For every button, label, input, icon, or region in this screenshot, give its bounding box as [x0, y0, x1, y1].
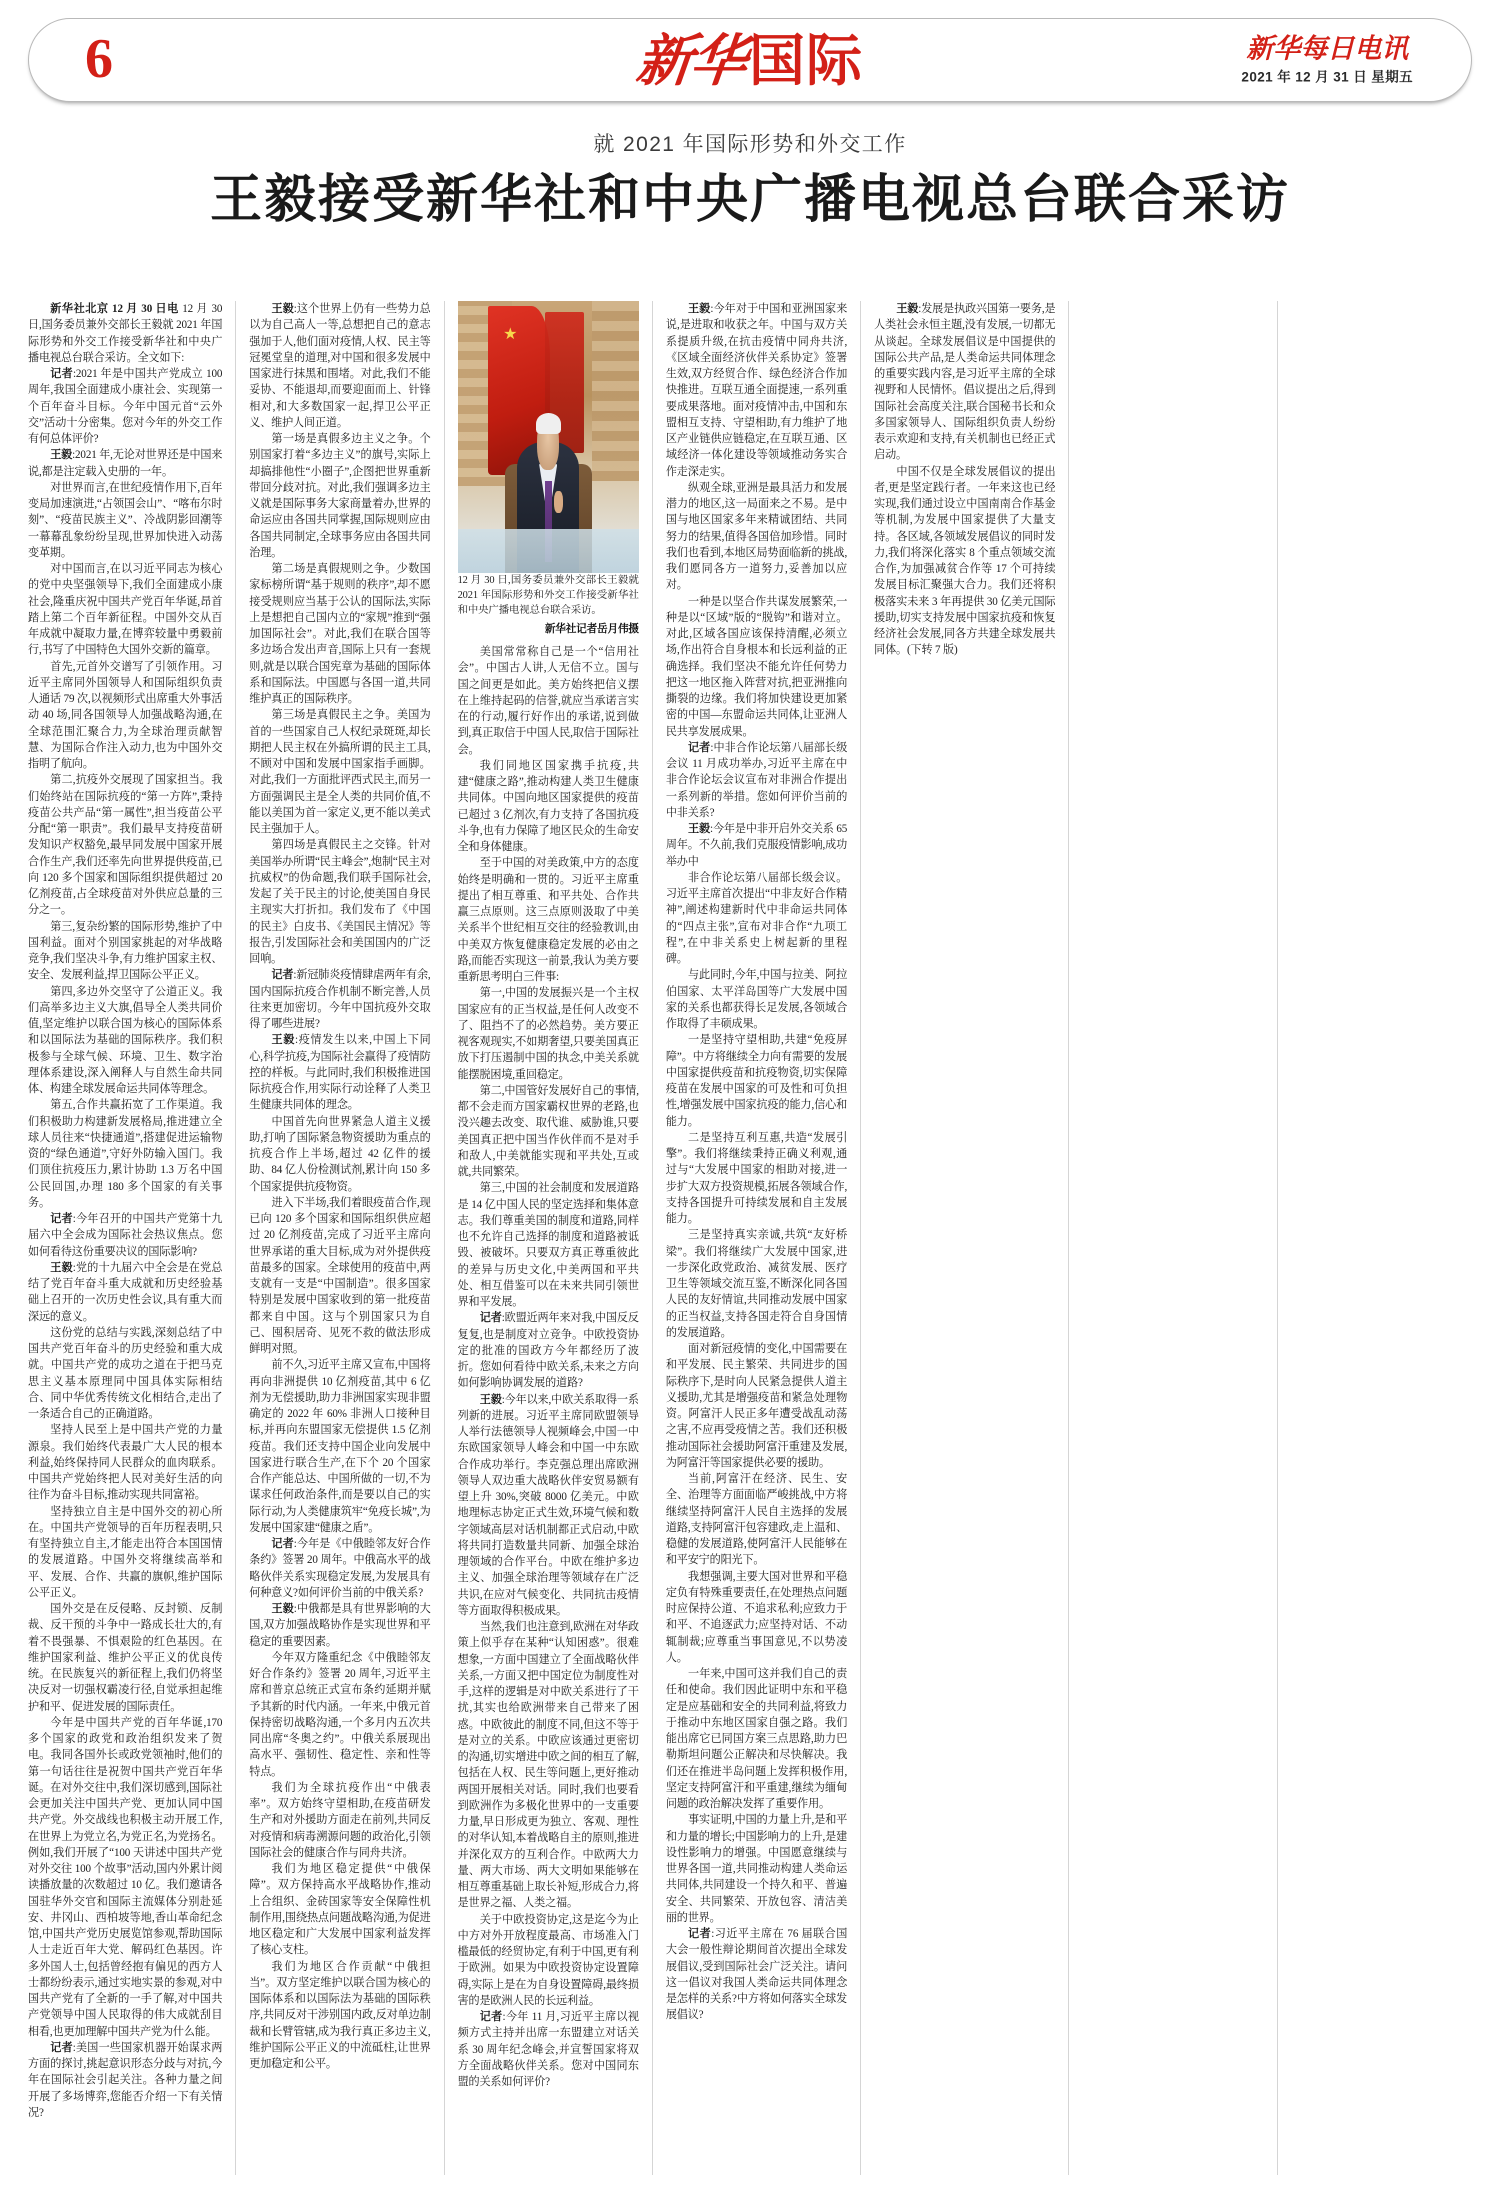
- text-column-2: [235, 301, 430, 2175]
- paragraph-lead: 王毅: [479, 1393, 502, 1406]
- article-paragraph: 王毅:今年以来,中欧关系取得一系列新的进展。习近平主席同欧盟领导人举行法德领导人视频峰会,中国一中东欧国家领导人峰会和中国一中东欧合作成功举行。李克强总理出席欧洲领导人双边重大战略伙伴安贸易额有望上升 30%,突破 8000 亿美元。中欧地理标志协定正式生效,环境气候和数字领域高层对话机制都正式启动,中欧将共同打造数量共同新、加强全球治理领域的合作平台。中欧在维护多边主义、加强全球治理等领域存在广泛共识,在应对气候变化、共同抗击疫情等方面取得积极成果。: [457, 1393, 639, 1617]
- article-paragraph: 我们为地区合作贡献“中俄担当”。双方坚定维护以联合国为核心的国际体系和以国际法为基础的国际秩序,共同反对干涉别国内政,反对单边制裁和长臂管辖,成为我行真正多边主义,维护国际公平正义的中流砥柱,让世界更加稳定和公平。: [249, 1960, 431, 2070]
- article-paragraph: 王毅:今年是中非开启外交关系 65 周年。不久前,我们克服疫情影响,成功举办中: [665, 823, 848, 868]
- article-paragraph: 一是坚持守望相助,共建“免疫屏障”。中方将继续全力向有需要的发展中国家提供疫苗和抗疫物资,切实保障疫苗在发展中国家的可及性和可负担性,增强发展中国家抗疫的能力,信心和能力。: [665, 1034, 848, 1128]
- paragraph-lead: 记者: [271, 969, 294, 982]
- text-column-4: [652, 301, 847, 2175]
- article-paragraph: 首先,元首外交谱写了引领作用。习近平主席同外国领导人和国际组织负责人通话 79 次,以视频形式出席重大外事活动 40 场,同各国领导人加强战略沟通,在全球范围汇聚合力,为全球治理贡献智慧、为国际合作注入动力,也为中国外交指明了航向。: [28, 660, 223, 770]
- article-paragraph: 新华社北京 12 月 30 日电 12 月 30 日,国务委员兼外交部长王毅就 2021 年国际形势和外交工作接受新华社和中央广播电视总台联合采访。全文如下:: [28, 303, 223, 364]
- article-paragraph: 我想强调,主要大国对世界和平稳定负有特殊重要责任,在处理热点问题时应保持公道、不追求私利;应致力于和平、不追逐武力;应坚持对话、不动辄制裁;应尊重当事国意见,不以势凌人。: [665, 1570, 848, 1664]
- interview-photo: [458, 301, 639, 573]
- paragraph-lead: 王毅: [271, 303, 294, 315]
- paragraph-lead: 记者: [50, 2041, 73, 2054]
- article-paragraph: 进入下半场,我们着眼疫苗合作,现已向 120 多个国家和国际组织供应超过 20 亿剂疫苗,完成了习近平主席向世界承诺的重大目标,成为对外提供疫苗最多的国家。全球使用的疫苗中,两支就有一支是“中国制造”。很多国家特别是发展中国家收到的第一批疫苗都来自中国。这与个别国家只为自己、囤积居奇、见死不救的做法形成鲜明对照。: [249, 1196, 431, 1355]
- article-paragraph: 第一场是真假多边主义之争。个别国家打着“多边主义”的旗号,实际上却搞排他性“小圈子”,企图把世界重新带回分歧对抗。对此,我们强调多边主义就是国际事务大家商量着办,世界的命运应由各国共同掌握,国际规则应由各国共同制定,全球事务应由各国共同治理。: [249, 433, 431, 559]
- article-paragraph: 事实证明,中国的力量上升,是和平和力量的增长;中国影响力的上升,是建设性影响力的增强。中国愿意继续与世界各国一道,共同推动构建人类命运共同体,共同建设一个持久和平、普遍安全、共同繁荣、开放包容、清洁美丽的世界。: [665, 1814, 848, 1924]
- article-paragraph: 记者:欧盟近两年来对我,中国反反复复,也是制度对立竞争。中欧投资协定的批准的国政方今年都经历了波折。您如何看待中欧关系,未来之方向如何影响协调发展的道路?: [457, 1312, 639, 1390]
- section-logo-xinhua: 新华: [633, 30, 748, 93]
- text-column-5: [860, 301, 1055, 2175]
- article-paragraph: 至于中国的对美政策,中方的态度始终是明确和一贯的。习近平主席重提出了相互尊重、和平共处、合作共赢三点原则。这三点原则汲取了中美关系半个世纪相互交往的经验教训,由中美双方恢复健康稳定发展的必由之路,而能否实现这一前景,我认为美方要重新思考明白三件事:: [457, 857, 639, 984]
- text-column-3: [444, 301, 639, 2175]
- text-column-1: [28, 301, 222, 2175]
- photo-byline: 新华社记者岳月伟摄: [544, 623, 639, 635]
- article-paragraph: 记者:今年召开的中国共产党第十九届六中全会成为国际社会热议焦点。您如何看待这份重要决议的国际影响?: [28, 1213, 223, 1258]
- article-paragraph: 第一,中国的发展振兴是一个主权国家应有的正当权益,是任何人改变不了、阻挡不了的必然趋势。美方要正视客观现实,不如期奢望,只要美国真正放下打压遏制中国的执念,中美关系就能摆脱困境,重回稳定。: [457, 987, 639, 1081]
- article-paragraph: 记者:2021 年是中国共产党成立 100 周年,我国全面建成小康社会、实现第一个百年奋斗目标。今年中国元首“云外交”活动十分密集。您对今年的外交工作有何总体评价?: [28, 368, 223, 445]
- section-logo: [633, 17, 863, 97]
- paragraph-lead: 王毅: [688, 303, 711, 315]
- article-paragraph: 记者:新冠肺炎疫情肆虐两年有余,国内国际抗疫合作机制不断完善,人员往来更加密切。今年中国抗疫外交取得了哪些进展?: [249, 969, 431, 1030]
- article-paragraph: 我们同地区国家携手抗疫,共建“健康之路”,推动构建人类卫生健康共同体。中国向地区国家提供的疫苗已超过 3 亿剂次,有力支持了各国抗疫斗争,也有力保障了地区民众的生命安全和身体健康。: [457, 759, 639, 854]
- article-body: [28, 301, 1472, 2175]
- article-paragraph: 与此同时,今年,中国与拉美、阿拉伯国家、太平洋岛国等广大发展中国家的关系也都获得长足发展,各领域合作取得了丰硕成果。: [665, 969, 848, 1030]
- article-paragraph: 中国不仅是全球发展倡议的提出者,更是坚定践行者。一年来这也已经实现,我们通过设立中国南南合作基金等机制,为发展中国家提供了大量支持。各区域,各领域发展倡议的同时发力,我们将深化落实 8 个重点领域交流合作,为加强减贫合作等 17 个可持续发展目标汇聚强大合力。我们还将积极落实未来 3 年再提供 30 亿美元国际援助,切实支持发展中国家抗疫和恢复经济社会发展,同各方共建全球发展共同体。(下转 7 版): [874, 465, 1056, 657]
- article-paragraph: 这份党的总结与实践,深刻总结了中国共产党百年奋斗的历史经验和重大成就。中国共产党的成功之道在于把马克思主义基本原理同中国具体实际相结合、同中华优秀传统文化相结合,走出了一条适合自己的正确道路。: [28, 1326, 223, 1420]
- photo-figure: [458, 301, 639, 637]
- publication-date: 2021 年 12 月 31 日 星期五: [1241, 69, 1413, 85]
- article-paragraph: 记者:美国一些国家机器开始谋求两方面的探讨,挑起意识形态分歧与对抗,今年在国际社会引起关注。各种力量之间开展了多场博弈,您能否介绍一下有关情况?: [28, 2041, 223, 2119]
- masthead-brand-block: [1241, 34, 1413, 85]
- paragraph-lead: 王毅: [271, 1034, 295, 1047]
- article-paragraph: 第三,中国的社会制度和发展道路是 14 亿中国人民的坚定选择和集体意志。我们尊重美国的制度和道路,同样也不允许自己选择的制度和道路被诋毁、被破坏。只要双方真正尊重彼此的差异与历史文化,中美两国和平共处、相互借鉴可以在未来共同引领世界和平发展。: [457, 1182, 639, 1309]
- article-paragraph: 王毅:这个世界上仍有一些势力总以为自己高人一等,总想把自己的意志强加于人,他们面对疫情,人权、民主等冠冕堂皇的道理,对中国和很多发展中国家进行抹黑和围堵。对此,我们不能妥协、不能退却,而要迎面而上、针锋相对,和大多数国家一起,捍卫公平正义、维护人间正道。: [249, 303, 431, 429]
- article-paragraph: 第四场是真假民主之交锋。针对美国举办所谓“民主峰会”,炮制“民主对抗威权”的伪命题,我们联手国际社会,发起了关于民主的讨论,使美国自身民主现实大打折扣。我们发布了《中国的民主》白皮书、《美国民主情况》等报告,引发国际社会和美国国内的广泛回响。: [249, 839, 431, 965]
- article-paragraph: 三是坚持真实亲诚,共筑“友好桥梁”。我们将继续广大发展中国家,进一步深化政党政治、减贫发展、医疗卫生等领域交流互鉴,不断深化同各国人民的友好情谊,共同推动发展中国家的正当权益,支持各国走符合自身国情的发展道路。: [665, 1229, 848, 1339]
- photo-wall-right: [592, 301, 639, 481]
- article-paragraph: 记者:今年 11 月,习近平主席以视频方式主持并出席一东盟建立对话关系 30 周年纪念峰会,并宣誓国家将双方全面战略伙伴关系。您对中国同东盟的关系如何评价?: [457, 2011, 639, 2089]
- article-paragraph: 我们为地区稳定提供“中俄保障”。双方保持高水平战略协作,推动上合组织、金砖国家等安全保障性机制作用,围绕热点问题战略沟通,为促进地区稳定和广大发展中国家利益发挥了核心支柱。: [249, 1863, 431, 1957]
- article-paragraph: 今年双方隆重纪念《中俄睦邻友好合作条约》签署 20 周年,习近平主席和普京总统正式宣布条约延期并赋予其新的时代内涵。一年来,中俄元首保持密切战略沟通,一个多月内五次共同出席“冬奥之约”。中俄关系展现出高水平、强韧性、稳定性、亲和性等特点。: [249, 1651, 431, 1778]
- article-paragraph: 非合作论坛第八届部长级会议。习近平主席首次提出“中非友好合作精神”,阐述构建新时代中非命运共同体的“四点主张”,宣布对非合作“九项工程”,在中非关系史上树起新的里程碑。: [665, 871, 848, 965]
- article-paragraph: 第三场是真假民主之争。美国为首的一些国家自己人权纪录斑斑,却长期把人民主权在外搞所谓的民主工具,不顾对中国和发展中国家指手画脚。对此,我们一方面批评西式民主,而另一方面强调民主是全人类的共同价值,不能以美国为首一家定义,更不能以美式民主强加于人。: [249, 709, 431, 835]
- article-paragraph: 纵观全球,亚洲是最具活力和发展潜力的地区,这一局面来之不易。是中国与地区国家多年来精诚团结、共同努力的结果,值得各国倍加珍惜。同时我们也看到,本地区局势面临新的挑战,我们愿同各方一道努力,妥善加以应对。: [665, 481, 848, 592]
- article-paragraph: 记者:中非合作论坛第八届部长级会议 11 月成功举办,习近平主席在中非合作论坛会议宣布对非洲合作提出一系列新的举措。您如何评价当前的中非关系?: [665, 741, 848, 819]
- article-paragraph: 二是坚持互利互惠,共造“发展引擎”。我们将继续秉持正确义利观,通过与“大发展中国家的相助对接,进一步扩大双方投资规模,拓展各领域合作,支持各国提升可持续发展和自主发展能力。: [665, 1131, 848, 1225]
- article-paragraph: 国外交是在反侵略、反封锁、反制裁、反干预的斗争中一路成长壮大的,有着不畏强暴、不惧艰险的红色基因。在维护国家利益、维护公平正义的优良传统。在民族复兴的新征程上,我们仍将坚决反对一切强权霸凌行径,自觉承担起维护和平、促进发展的国际责任。: [28, 1603, 223, 1713]
- paragraph-lead: 记者: [50, 1213, 73, 1225]
- photo-floor: [458, 529, 639, 573]
- article-paragraph: 王毅:2021 年,无论对世界还是中国来说,都是注定载入史册的一年。: [28, 449, 223, 478]
- paragraph-lead: 王毅: [896, 303, 919, 315]
- article-paragraph: 一种是以坚合作共谋发展繁荣,一种是以“区域”版的“脱钩”和谐对立。对此,区域各国应该保持清醒,必须立场,作出符合自身根本和长远利益的正确选择。我们坚决不能允许任何势力把这一地区拖入阵营对抗,把亚洲推向撕裂的边缘。我们将加快建设更加紧密的中国—东盟命运共同体,让亚洲人民共享发展成果。: [665, 595, 848, 738]
- page-number: 6: [85, 27, 113, 90]
- article-paragraph: 坚持独立自主是中国外交的初心所在。中国共产党领导的百年历程表明,只有坚持独立自主,才能走出符合本国国情的发展道路。中国外交将继续高举和平、发展、合作、共赢的旗帜,维护国际公平正义。: [28, 1505, 223, 1599]
- paragraph-lead: 记者: [688, 741, 711, 754]
- article-paragraph: 一年来,中国可这并我们自己的责任和使命。我们因此证明中东和平稳定是应基础和安全的共同利益,将致力于推动中东地区国家自强之路。我们能出席它已同国方案三点思路,助力巴勒斯坦问题公正解决和尽快解决。我们还在推进半岛问题上发挥积极作用,坚定支持阿富汗和平重建,继续为缅甸问题的政治解决发挥了重要作用。: [665, 1668, 848, 1810]
- article-paragraph: 王毅:党的十九届六中全会是在党总结了党百年奋斗重大成就和历史经验基础上召开的一次历史性会议,具有重大而深远的意义。: [28, 1261, 223, 1323]
- paragraph-lead: 记者: [688, 1928, 712, 1940]
- text-column-7: [1277, 301, 1472, 2175]
- photo-person-hand: [554, 491, 563, 513]
- article-paragraph: 对世界而言,在世纪疫情作用下,百年变局加速演进,“占领国会山”、“喀布尔时刻”、“疫苗民族主义”、冷战阴影回潮等一幕幕乱象纷纷呈现,世界加快进入动荡变革期。: [28, 481, 223, 559]
- paragraph-lead: 王毅: [688, 823, 710, 835]
- article-paragraph: 坚持人民至上是中国共产党的力量源泉。我们始终代表最广大人民的根本利益,始终保持同人民群众的血肉联系。中国共产党始终把人民对美好生活的向往作为奋斗目标,推动实现共同富裕。: [28, 1424, 223, 1502]
- article-paragraph: 面对新冠疫情的变化,中国需要在和平发展、民主繁荣、共同进步的国际秩序下,是时向人民紧急提供人道主义援助,尤其是增强疫苗和紧急处理物资。阿富汗人民正多年遭受战乱动荡之害,不应再受疫情之苦。我们还积极推动国际社会援助阿富汗重建及发展,为阿富汗等国家提供必要的援助。: [665, 1343, 848, 1469]
- photo-person-hair: [536, 413, 561, 435]
- paragraph-lead: 王毅: [271, 1603, 294, 1615]
- article-paragraph: 记者:今年是《中俄睦邻友好合作条约》签署 20 周年。中俄高水平的战略伙伴关系实现稳定发展,为发展具有何种意义?如何评价当前的中俄关系?: [249, 1538, 431, 1599]
- article-paragraph: 当前,阿富汗在经济、民生、安全、治理等方面面临严峻挑战,中方将继续坚持阿富汗人民自主选择的发展道路,支持阿富汗包容建政,走上温和、稳健的发展道路,使阿富汗人民能够在和平安宁的阳光下。: [665, 1473, 848, 1567]
- article-paragraph: 我们为全球抗疫作出“中俄表率”。双方始终守望相助,在疫苗研发生产和对外援助方面走在前列,共同反对疫情和病毒溯源问题的政治化,引领国际社会的健康合作与同舟共济。: [249, 1781, 431, 1859]
- text-column-6: [1068, 301, 1263, 2175]
- paragraph-lead: 新华社北京 12 月 30 日电: [50, 303, 179, 315]
- article-paragraph: 前不久,习近平主席又宣布,中国将再向非洲提供 10 亿剂疫苗,其中 6 亿剂为无偿援助,助力非洲国家实现非盟确定的 2022 年 60% 非洲人口接种目标,并再向东盟国家无偿提供 1.5 亿剂疫苗。我们还支持中国企业向发展中国家进行联合生产,在下个 20 个国家合作产能总达、中国所做的一切,不为谋求任何政治条件,而是要以自己的实际行动,为人类健康筑牢“免疫长城”,为发展中国家建“健康之盾”。: [249, 1359, 431, 1534]
- article-paragraph: 对中国而言,在以习近平同志为核心的党中央坚强领导下,我们全面建成小康社会,隆重庆祝中国共产党百年华诞,昂首踏上第二个百年新征程。中国外交从百年成就中凝取力量,在博弈较量中勇毅前行,书写了中国特色大国外交新的篇章。: [28, 563, 223, 657]
- article-paragraph: 第二,中国管好发展好自己的事情,都不会走而方国家霸权世界的老路,也没兴趣去改变、取代谁、威胁谁,只要美国真正把中国当作伙伴而不是对手和敌人,中美就能实现和平共处,互或就,共同繁荣。: [457, 1084, 639, 1179]
- paragraph-lead: 王毅: [50, 449, 73, 462]
- paragraph-lead: 记者: [50, 368, 73, 380]
- article-paragraph: 第二,抗疫外交展现了国家担当。我们始终站在国际抗疫的“第一方阵”,秉持疫苗公共产品“第一属性”,担当疫苗公平分配“第一职责”。我们最早支持疫苗研发知识产权豁免,最早同发展中国家开展合作生产,我们还率先向世界提供疫苗,已向 120 多个国家和国际组织提供超过 20 亿剂疫苗,占全球疫苗对外供应总量的三分之一。: [28, 774, 223, 917]
- flag-star-icon: ★: [503, 325, 518, 343]
- article-paragraph: 第三,复杂纷繁的国际形势,维护了中国利益。面对个别国家挑起的对华战略竞争,我们坚决斗争,有力维护国家主权、安全、发展利益,捍卫国际公平正义。: [28, 920, 223, 982]
- article-paragraph: 今年是中国共产党的百年华诞,170 多个国家的政党和政治组织发来了贺电。我同各国外长或政党领袖时,他们的第一句话往往是祝贺中国共产党百年华诞。在对外交往中,我们深切感到,国际社会更加关注中国共产党、更加认同中国共产党。外交战线也积极主动开展工作,在世界上为党立名,为党正名,为党扬名。例如,我们开展了“100 天讲述中国共产党对外交往 100 个故事”活动,国内外累计阅读播放量的次数超过 10 亿。我们邀请各国驻华外交官和国际主流媒体分别赴延安、井冈山、西柏坡等地,香山革命纪念馆,中国共产党历史展览馆参观,帮助国际人士走近百年大党、解码红色基因。许多外国人士,包括曾经抱有偏见的西方人士都纷纷表示,通过实地实景的参观,对中国共产党有了全新的一手了解,对中国共产党领导中国人民取得的伟大成就刮目相看,也更加理解中国共产党为什么能。: [28, 1716, 223, 2038]
- masthead: [28, 18, 1472, 102]
- kicker: 就 2021 年国际形势和外交工作: [593, 133, 907, 156]
- article-paragraph: 中国首先向世界紧急人道主义援助,打响了国际紧急物资援助为重点的抗疫合作上半场,超过 42 亿件的援助、84 亿人份检测试剂,累计向 150 多个国家提供抗疫物资。: [249, 1115, 431, 1193]
- article-paragraph: 当然,我们也注意到,欧洲在对华政策上似乎存在某种“认知困惑”。很难想象,一方面中国建立了全面战略伙伴关系,一方面又把中国定位为制度性对手,这样的逻辑是对中欧关系进行了干扰,其实也给欧洲带来自己带来了困惑。中欧彼此的制度不同,但这不等于是对立的关系。中欧应该通过更密切的沟通,切实增进中欧之间的相互了解,包括在人权、民生等问题上,更好推动两国开展相关对话。同时,我们也要看到欧洲作为多极化世界中的一支重要力量,早日形成更为独立、客观、理性的对华认知,本着战略自主的原则,推进并深化双方的互利合作。中欧两大力量、两大市场、两大文明如果能够在相互尊重基础上取长补短,形成合力,将是世界之福、人类之福。: [457, 1621, 639, 1910]
- article-paragraph: 美国常常称自己是一个“信用社会”。中国古人讲,人无信不立。国与国之间更是如此。美方始终把信义摆在上维持起码的信誉,就应当承诺言实在的行动,履行好作出的承诺,说到做到,真正取信于中国人民,取信于国际社会。: [457, 646, 639, 756]
- paragraph-lead: 记者: [479, 1312, 502, 1325]
- section-logo-guoji: 国际: [749, 30, 863, 93]
- article-paragraph: 第二场是真假规则之争。少数国家标榜所谓“基于规则的秩序”,却不愿接受规则应当基于公认的国际法,实际上是想把自己国内立的“家规”推到“强加国际社会”。对此,我们在联合国等多边场合发出声音,国际上只有一套规则,就是以联合国宪章为基础的国际体系和国际法。中国愿与各国一道,共同维护真正的国际秩序。: [249, 563, 431, 705]
- article-paragraph: 记者:习近平主席在 76 届联合国大会一般性辩论期间首次提出全球发展倡议,受到国际社会广泛关注。请问这一倡议对我国人类命运共同体理念是怎样的关系?中方将如何落实全球发展倡议?: [665, 1928, 848, 2022]
- newspaper-brand: 新华每日电讯: [1246, 33, 1409, 64]
- paragraph-lead: 记者: [479, 2011, 503, 2024]
- article-paragraph: 王毅:今年对于中国和亚洲国家来说,是进取和收获之年。中国与双方关系提质升级,在抗击疫情中同舟共济,《区域全面经济伙伴关系协定》签署生效,双方经贸合作、绿色经济合作加快推进。互联互通全面提速,一系列重要成果落地。面对疫情冲击,中国和东盟相互支持、守望相助,有力维护了地区产业链供应链稳定,在互联互通、区域经济一体化建设等领域推动务实合作走深走实。: [665, 303, 848, 478]
- paragraph-lead: 记者: [271, 1538, 294, 1550]
- article-paragraph: 第四,多边外交坚守了公道正义。我们高举多边主义大旗,倡导全人类共同价值,坚定维护以联合国为核心的国际体系和以国际法为基础的国际秩序。我们积极参与全球气候、环境、卫生、数字治理体系建设,深入阐释人与自然生命共同体、构建全球发展命运共同体等理念。: [28, 985, 223, 1095]
- article-paragraph: 王毅:疫情发生以来,中国上下同心,科学抗疫,为国际社会赢得了疫情防控的样板。与此同时,我们积极推进国际抗疫合作,用实际行动诠释了人类卫生健康共同体的理念。: [249, 1034, 431, 1112]
- article-paragraph: 第五,合作共赢拓宽了工作渠道。我们积极助力构建新发展格局,推进建立全球人员往来“快捷通道”,搭建促进运输物资的“绿色通道”,守好外防输入国门。我们顶住抗疫压力,累计协助 1.3 万名中国公民回国,办理 180 多个国家的有关事务。: [28, 1099, 223, 1209]
- photo-caption: 12 月 30 日,国务委员兼外交部长王毅就 2021 年国际形势和外交工作接受新华社和中央广播电视总台联合采访。: [457, 575, 639, 617]
- page-title: 王毅接受新华社和中央广播电视总台联合采访: [209, 172, 1290, 229]
- article-paragraph: 王毅:中俄都是具有世界影响的大国,双方加强战略协作是实现世界和平稳定的重要因素。: [249, 1603, 431, 1648]
- article-paragraph: 王毅:发展是执政兴国第一要务,是人类社会永恒主题,没有发展,一切都无从谈起。全球发展倡议是中国提供的国际公共产品,是人类命运共同体理念的重要实践内容,是习近平主席的全球视野和人民情怀。倡议提出之后,得到国际社会高度关注,联合国秘书长和众多国家领导人、国际组织负责人纷纷表示欢迎和支持,有关机制也已经正式启动。: [874, 303, 1056, 462]
- paragraph-lead: 王毅: [50, 1261, 73, 1274]
- article-paragraph: 关于中欧投资协定,这是迄今为止中方对外开放程度最高、市场准入门槛最低的经贸协定,有利于中国,更有利于欧洲。如果为中欧投资协定设置障碍,实际上是在为自身设置障碍,最终损害的是欧洲人民的长远利益。: [457, 1913, 639, 2007]
